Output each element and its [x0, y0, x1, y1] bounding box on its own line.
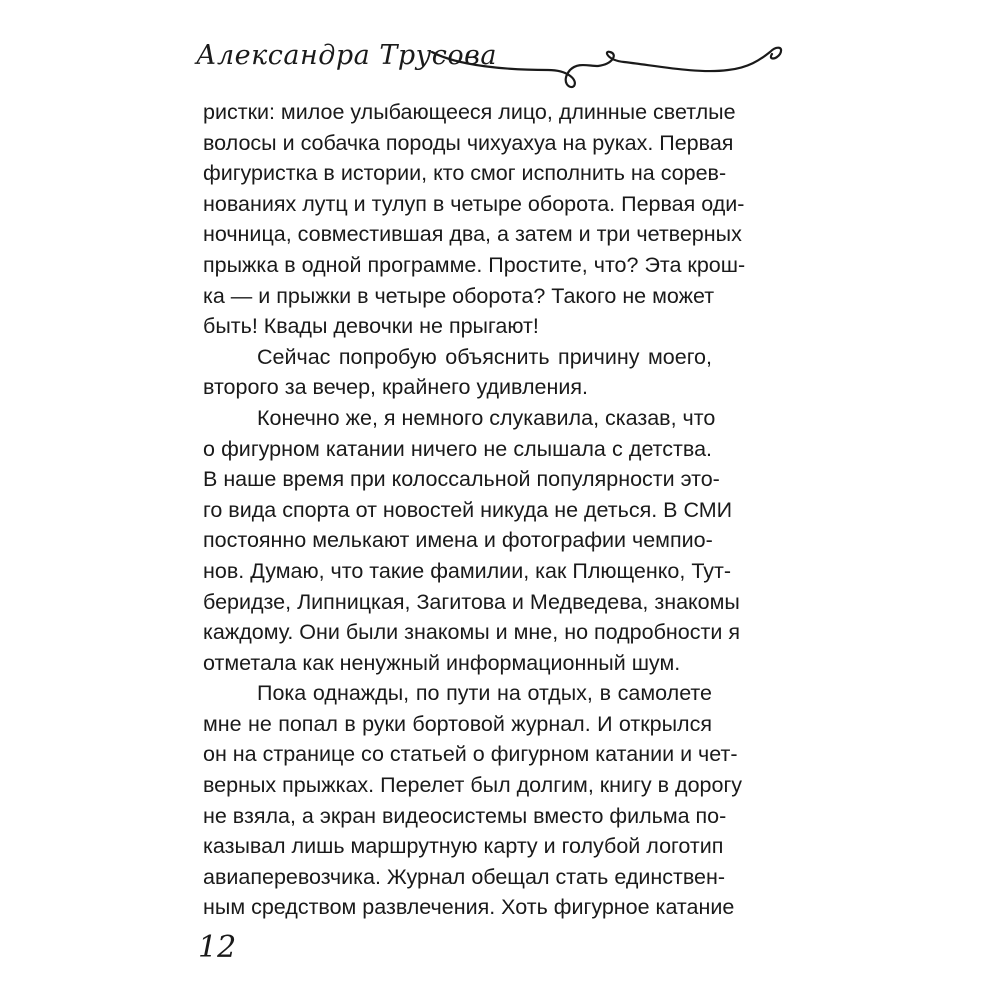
text-line: о фигурном катании ничего не слышала с детства.	[203, 436, 712, 461]
text-line: верных прыжках. Перелет был долгим, книгу в дорогу	[203, 773, 743, 798]
text-line: ка — и прыжки в четыре оборота? Такого не может	[203, 283, 715, 308]
text-line: Конечно же, я немного слукавила, сказав, что	[257, 405, 716, 430]
text-line: отметала как ненужный информационный шум.	[203, 650, 681, 675]
text-line: постоянно мелькают имена и фотографии чемпио-	[203, 528, 713, 553]
text-line: Сейчас попробую объяснить причину моего,	[257, 344, 712, 369]
page-number: 12	[198, 930, 237, 965]
text-line: В наше время при колоссальной популярности это-	[203, 467, 720, 492]
text-line: ным средством развлечения. Хоть фигурное катание	[203, 895, 735, 920]
paragraph-1	[203, 97, 746, 342]
text-line: ночница, совместившая два, а затем и три четверных	[203, 222, 742, 247]
text-line: прыжка в одной программе. Простите, что? Эта крош-	[203, 252, 746, 277]
text-line: мне не попал в руки бортовой журнал. И открылся	[203, 711, 712, 736]
paragraph-3	[203, 403, 740, 678]
text-line: волосы и собачка породы чихуахуа на руках. Первая	[203, 130, 734, 155]
text-line: быть! Квады девочки не прыгают!	[203, 314, 539, 339]
paragraph-4	[203, 678, 743, 923]
text-line: го вида спорта от новостей никуда не деться. В СМИ	[203, 497, 733, 522]
text-line: казывал лишь маршрутную карту и голубой логотип	[203, 834, 724, 859]
text-line: второго за вечер, крайнего удивления.	[203, 375, 588, 400]
running-head: Александра Трусова	[196, 40, 497, 71]
decorative-flourish	[428, 40, 808, 90]
text-line: Пока однажды, по пути на отдых, в самолете	[257, 681, 712, 706]
text-line: каждому. Они были знакомы и мне, но подробности я	[203, 620, 740, 645]
text-line: беридзе, Липницкая, Загитова и Медведева, знакомы	[203, 589, 740, 614]
text-line: нов. Думаю, что такие фамилии, как Плющенко, Тут-	[203, 558, 731, 583]
text-line: авиаперевозчика. Журнал обещал стать единствен-	[203, 864, 726, 889]
text-line: ристки: милое улыбающееся лицо, длинные светлые	[203, 100, 736, 124]
text-line: он на странице со статьей о фигурном катании и чет-	[203, 742, 738, 767]
body-text	[203, 97, 746, 923]
paragraph-2	[203, 342, 712, 403]
text-line: не взяла, а экран видеосистемы вместо фильма по-	[203, 803, 727, 828]
text-line: фигуристка в истории, кто смог исполнить на сорев-	[203, 161, 727, 186]
text-line: нованиях лутц и тулуп в четыре оборота. Первая оди-	[203, 191, 745, 216]
